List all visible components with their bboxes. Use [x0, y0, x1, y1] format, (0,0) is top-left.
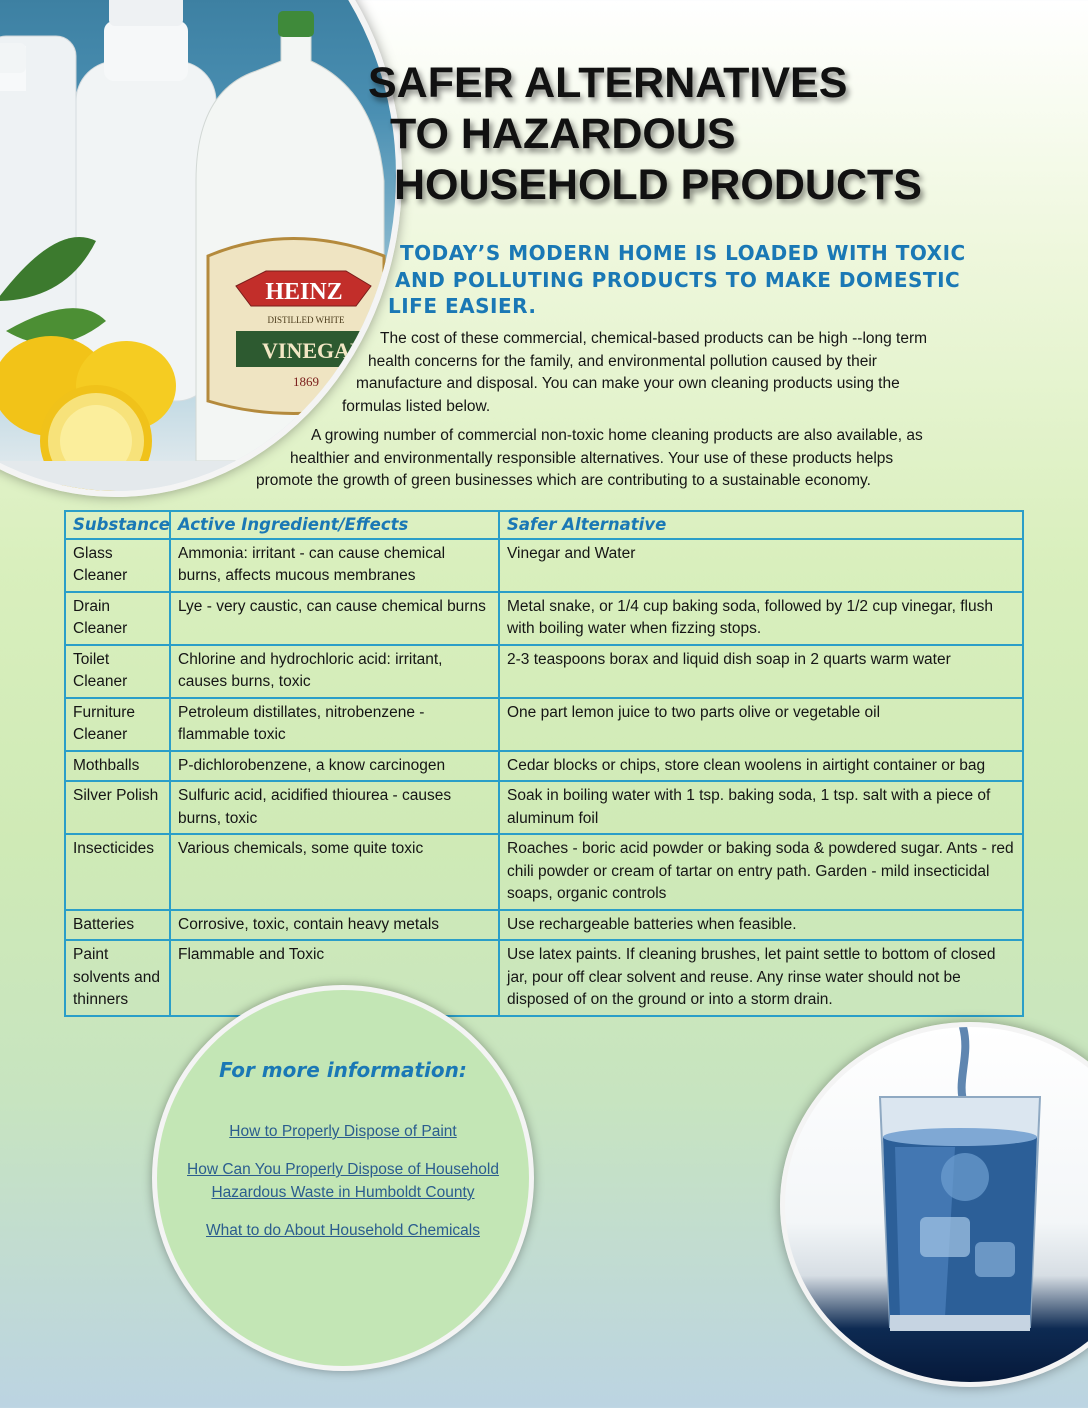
table-row: [65, 940, 1023, 1016]
title-line-2: TO HAZARDOUS: [390, 110, 736, 158]
water-glass-illustration: [785, 1027, 1088, 1382]
cell-alternative: Use rechargeable batteries when feasible.: [499, 910, 1023, 941]
table-row: [65, 698, 1023, 751]
water-glass-photo: [780, 1022, 1088, 1387]
link-dispose-household-waste[interactable]: [152, 1158, 534, 1204]
cell-substance: Furniture Cleaner: [65, 698, 170, 751]
link-line: Hazardous Waste in Humboldt County: [211, 1184, 475, 1201]
cell-effects: Various chemicals, some quite toxic: [170, 834, 499, 910]
cell-alternative: Vinegar and Water: [499, 539, 1023, 592]
subheading-line-2: AND POLLUTING PRODUCTS TO MAKE DOMESTIC: [395, 267, 961, 292]
table-row: [65, 592, 1023, 645]
intro-p1-line: formulas listed below.: [342, 397, 491, 415]
cell-effects: Ammonia: irritant - can cause chemical burns, affects mucous membranes: [170, 539, 499, 592]
table-row: [65, 539, 1023, 592]
link-line: How Can You Properly Dispose of Household: [187, 1161, 499, 1178]
cell-substance: Insecticides: [65, 834, 170, 910]
cell-substance: Mothballs: [65, 751, 170, 782]
cell-substance: Silver Polish: [65, 781, 170, 834]
link-household-chemicals[interactable]: What to do About Household Chemicals: [206, 1222, 480, 1239]
label-product: VINEGAR: [262, 338, 366, 363]
intro-p2-line: A growing number of commercial non-toxic home cleaning products are also available, as: [311, 427, 923, 444]
link-dispose-paint[interactable]: How to Properly Dispose of Paint: [229, 1123, 457, 1140]
cell-effects: Chlorine and hydrochloric acid: irritant, causes burns, toxic: [170, 645, 499, 698]
cell-substance: Toilet Cleaner: [65, 645, 170, 698]
intro-p2-line: healthier and environmentally responsible alternatives. Your use of these products helps: [290, 449, 894, 467]
intro-p1-line: health concerns for the family, and environmental pollution caused by their: [368, 352, 877, 370]
intro-paragraph-1: [342, 328, 927, 418]
cell-effects: Corrosive, toxic, contain heavy metals: [170, 910, 499, 941]
cell-effects: P-dichlorobenzene, a know carcinogen: [170, 751, 499, 782]
cell-alternative: Soak in boiling water with 1 tsp. baking soda, 1 tsp. salt with a piece of aluminum foil: [499, 781, 1023, 834]
page-title: [368, 58, 922, 211]
table-row: [65, 910, 1023, 941]
table-row: [65, 751, 1023, 782]
intro-p1-line: manufacture and disposal. You can make your own cleaning products using the: [356, 375, 900, 392]
cleaning-products-photo: [0, 0, 402, 497]
cell-substance: Drain Cleaner: [65, 592, 170, 645]
cell-alternative: Cedar blocks or chips, store clean woolens in airtight container or bag: [499, 751, 1023, 782]
intro-p2-line: promote the growth of green businesses which are contributing to a sustainable economy.: [256, 472, 871, 489]
more-info-title: For more information:: [219, 1058, 467, 1082]
intro-paragraph-2: [256, 425, 923, 493]
subheading-line-1: TODAY’S MODERN HOME IS LOADED WITH TOXIC: [400, 241, 966, 265]
table-header-row: [65, 511, 1023, 539]
cell-effects: Flammable and Toxic: [170, 940, 499, 1016]
label-brand: HEINZ: [265, 279, 343, 305]
cell-alternative: 2-3 teaspoons borax and liquid dish soap in 2 quarts warm water: [499, 645, 1023, 698]
cell-effects: Sulfuric acid, acidified thiourea - causes burns, toxic: [170, 781, 499, 834]
cell-alternative: Roaches - boric acid powder or baking soda & powdered sugar. Ants - red chili powder or cream of tartar on entry path. Garden - mild insecticidal soaps, organic controls: [499, 834, 1023, 910]
alternatives-table: [64, 510, 1024, 1017]
cleaning-products-illustration: [0, 0, 396, 491]
cell-substance: Batteries: [65, 910, 170, 941]
subheading: [388, 240, 966, 320]
label-sub: DISTILLED WHITE: [267, 315, 345, 325]
header-safer-alternative: Safer Alternative: [499, 511, 1023, 539]
table-row: [65, 781, 1023, 834]
cell-substance: Paint solvents and thinners: [65, 940, 170, 1016]
cell-effects: Lye - very caustic, can cause chemical burns: [170, 592, 499, 645]
title-line-1: SAFER ALTERNATIVES: [368, 59, 848, 107]
table-row: [65, 834, 1023, 910]
label-year: 1869: [293, 374, 319, 389]
header-substance: Substance: [65, 511, 170, 539]
subheading-line-3: LIFE EASIER.: [388, 294, 537, 318]
title-line-3: HOUSEHOLD PRODUCTS: [394, 161, 922, 209]
cell-substance: Glass Cleaner: [65, 539, 170, 592]
cell-alternative: Metal snake, or 1/4 cup baking soda, followed by 1/2 cup vinegar, flush with boiling water when fizzing stops.: [499, 592, 1023, 645]
cell-alternative: Use latex paints. If cleaning brushes, let paint settle to bottom of closed jar, pour off clear solvent and reuse. Any rinse water should not be disposed of on the ground or into a storm drain.: [499, 940, 1023, 1016]
cell-alternative: One part lemon juice to two parts olive or vegetable oil: [499, 698, 1023, 751]
cell-effects: Petroleum distillates, nitrobenzene - flammable toxic: [170, 698, 499, 751]
intro-p1-line: The cost of these commercial, chemical-based products can be high --long term: [380, 330, 928, 347]
table-row: [65, 645, 1023, 698]
header-active-ingredient: Active Ingredient/Effects: [170, 511, 499, 539]
